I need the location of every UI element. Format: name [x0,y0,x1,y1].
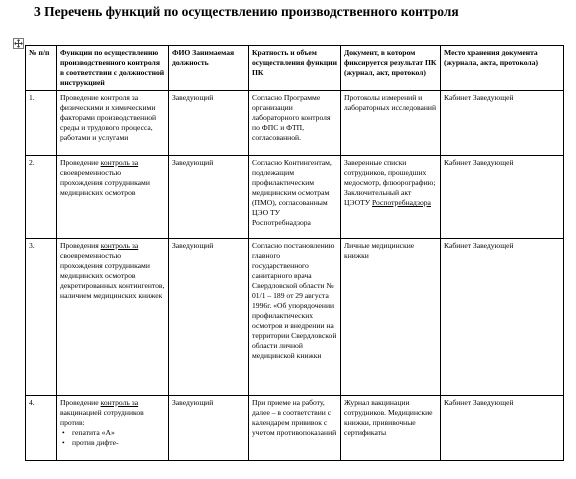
document-heading: 3 Перечень функций по осуществлению производственного контроля [34,4,459,19]
cell-frequency: Согласно постановлению главного государственного санитарного врача Свердловской области № 01/1 – 189 от 29 августа 1996г. «Об упорядочении профилактических осмотров и внедрении на территории Свердловской области личной медицинской книжки [249,239,341,396]
list-item: • гепатита «А» [72,428,165,438]
list-item: • против дифте- [72,438,165,448]
header-functions: Функции по осуществлению производственного контроля в соответствии с должностной инструкцией [57,46,169,91]
cell-storage: Кабинет Заведующей [441,396,564,461]
cell-document: Личные медицинские книжки [341,239,441,396]
cell-frequency: Согласно Программе организации лабораторного контроля по ФПС и ФТП, согласованной. [249,91,341,156]
table-row [26,156,564,239]
cell-number: 1. [26,91,57,156]
cell-number: 3. [26,239,57,396]
table-row [26,91,564,156]
header-document: Документ, в котором фиксируется результат ПК (журнал, акт, протокол) [341,46,441,91]
cell-storage: Кабинет Заведующей [441,91,564,156]
cell-position: Заведующий [169,239,249,396]
table-row [26,239,564,396]
cell-storage: Кабинет Заведующей [441,239,564,396]
cell-function: Проведение контроля за физическими и химическими факторами производственной среды и трудового процесса, работами и услугами [57,91,169,156]
table-header-row [26,46,564,91]
cell-document: Журнал вакцинации сотрудников. Медицинские книжки, прививочные сертификаты [341,396,441,461]
cell-number: 2. [26,156,57,239]
vaccination-list [60,428,165,448]
cell-function: Проведение контроль за своевременностью прохождения сотрудниками медицинских осмотров [57,156,169,239]
header-storage: Место хранения документа (журнала, акта, протокола) [441,46,564,91]
cell-position: Заведующий [169,91,249,156]
header-number: № п/п [26,46,57,91]
table-move-handle-icon[interactable] [13,38,24,49]
header-frequency: Кратность и объем осуществления функции ПК [249,46,341,91]
cell-frequency: Согласно Контингентам, подлежащим профилактическим медицинским осмотрам (ПМО), согласованным ЦЭО ТУ Роспотребнадзора [249,156,341,239]
cell-function: Проведения контроль за своевременностью прохождения сотрудниками медицинских осмотров декретированных контингентов, наличием медицинских книжек [57,239,169,396]
cell-frequency: При приеме на работу, далее – в соответствии с календарем прививок с учетом противопоказаний [249,396,341,461]
header-position: ФИО Занимаемая должность [169,46,249,91]
cell-storage: Кабинет Заведующей [441,156,564,239]
cell-position: Заведующий [169,156,249,239]
cell-position: Заведующий [169,396,249,461]
cell-number: 4. [26,396,57,461]
cell-function: Проведение контроль за вакцинацией сотрудников против: • гепатита «А» • против дифте- [57,396,169,461]
cell-document: Заверенные списки сотрудников, прошедших медосмотр, флюорографию; Заключительный акт ЦЭОТУ Роспотребнадзора [341,156,441,239]
cell-document: Протоколы измерений и лабораторных исследований [341,91,441,156]
production-control-table [25,45,564,461]
table-row [26,396,564,461]
